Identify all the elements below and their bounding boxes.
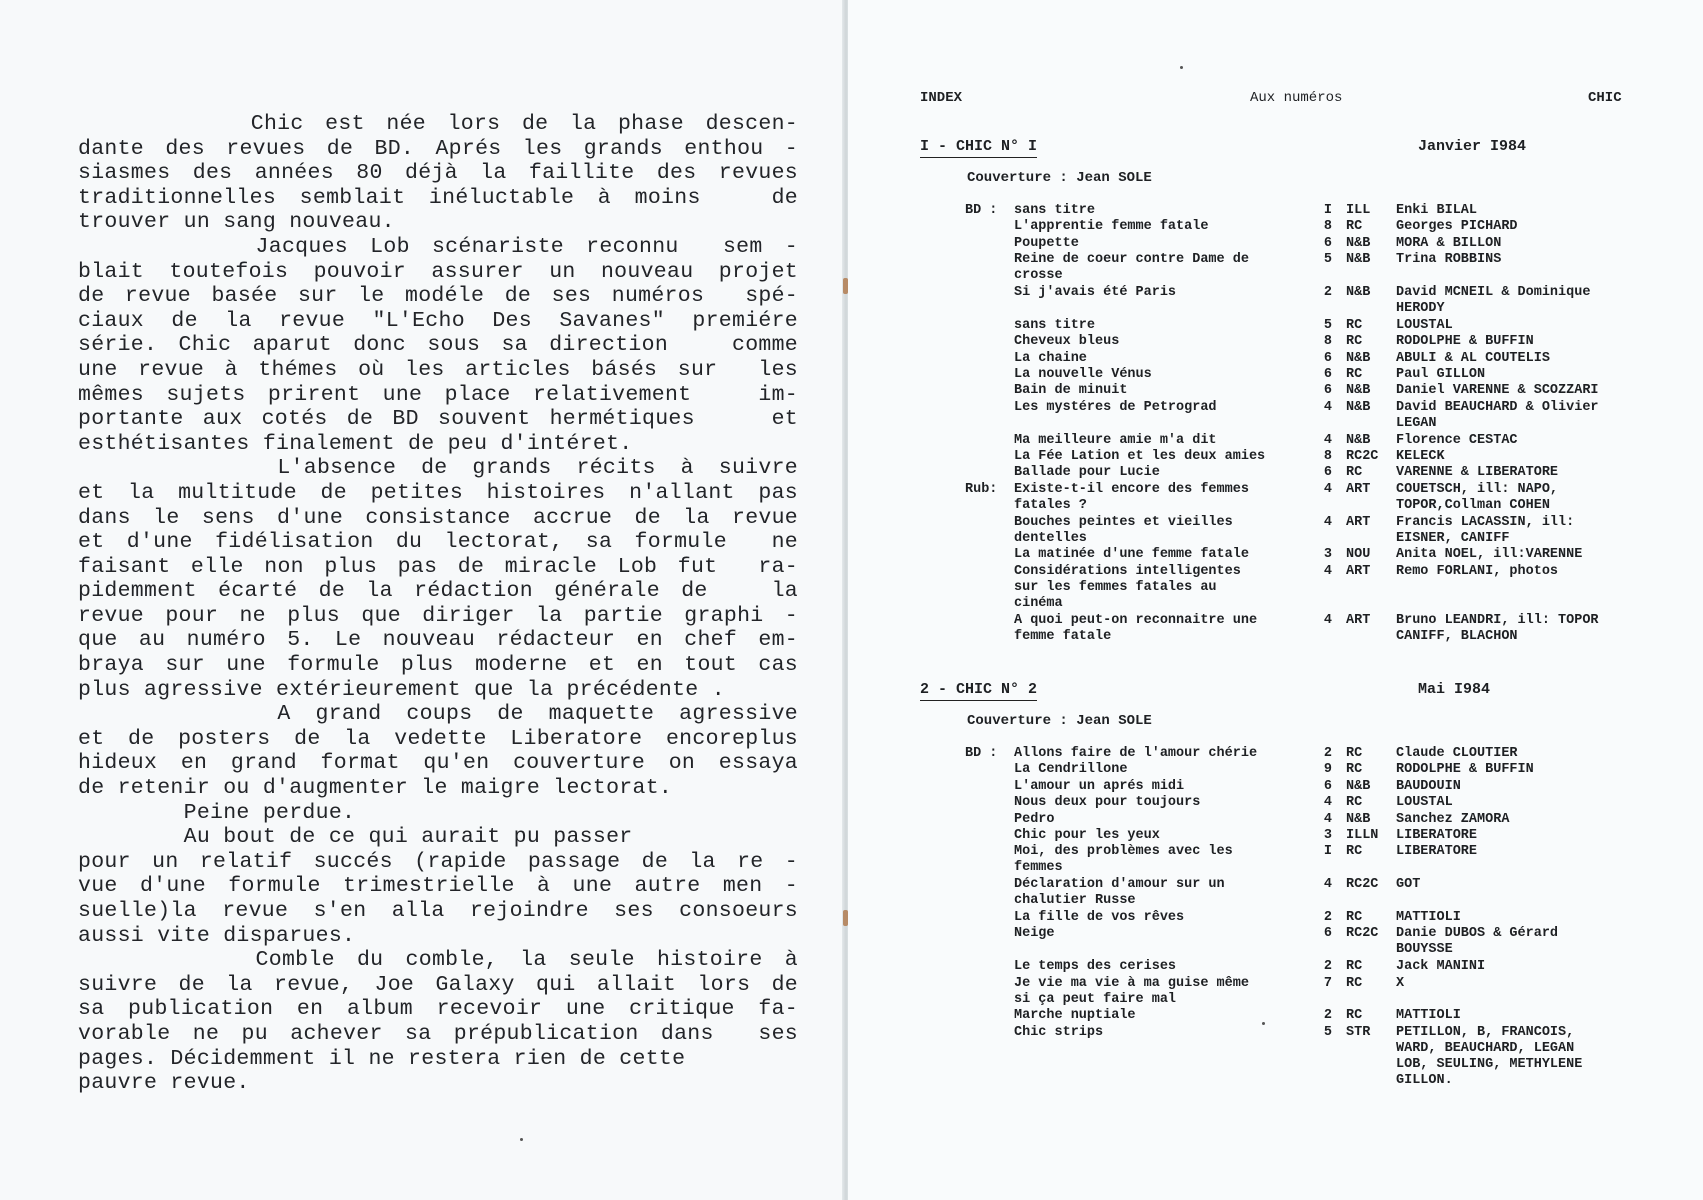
index-row (918, 910, 1658, 926)
essay-text (78, 112, 798, 1096)
left-page (0, 0, 845, 1200)
essay-line: série. Chic aparut donc sous sa direction comme (78, 333, 798, 358)
format-code: ART (1346, 514, 1371, 530)
index-row (918, 795, 1658, 811)
page-count: 8 (1323, 449, 1332, 464)
essay-line: faisant elle non plus pas de miracle Lob fut ra- (78, 554, 798, 579)
page-count: 6 (1323, 778, 1332, 794)
essay-line: pages. Décidemment il ne restera rien de cette (78, 1046, 686, 1071)
issue-title: I - CHIC N° I (920, 138, 1037, 158)
paper-speck (520, 1138, 523, 1141)
page-count: 7 (1323, 975, 1332, 991)
format-code: NOU (1346, 547, 1371, 563)
author-credit: Paul GILLON (1396, 367, 1486, 382)
author-credit: David MCNEIL & Dominique HERODY (1396, 285, 1591, 316)
essay-line: de retenir ou d'augmenter le maigre lectorat. (78, 776, 673, 801)
index-row (918, 844, 1658, 876)
index-row (918, 1024, 1658, 1088)
author-credit: Bruno LEANDRI, ill: TOPOR CANIFF, BLACHON (1396, 613, 1599, 644)
author-credit: MATTIOLI (1396, 910, 1461, 925)
essay-line: portante aux cotés de BD souvent hermétiques et (78, 407, 798, 432)
page-count: 4 (1323, 514, 1332, 530)
page-count: 2 (1323, 959, 1332, 975)
index-row (918, 285, 1658, 316)
story-title: La chaine (1014, 350, 1087, 366)
essay-line: suelle)la revue s'en alla rejoindre ses consoeurs (78, 899, 798, 923)
format-code: RC (1346, 317, 1363, 333)
section-label: Rub: (965, 481, 998, 497)
story-title: Reine de coeur contre Dame de crosse (1014, 252, 1249, 284)
index-row (918, 1008, 1658, 1024)
format-code: RC (1346, 219, 1363, 235)
author-credit: Enki BILAL (1396, 203, 1478, 218)
index-row (918, 367, 1658, 383)
essay-line: siasmes des années 80 déjà la faillite des revues (78, 161, 798, 186)
section-label: BD : (965, 203, 998, 218)
format-code: N&B (1346, 285, 1371, 300)
index-row (918, 203, 1658, 219)
index-row (918, 219, 1658, 235)
author-credit: GOT (1396, 877, 1421, 893)
story-title: Moi, des problèmes avec les femmes (1014, 844, 1233, 876)
index-header-left: INDEX (920, 90, 963, 106)
story-title: Allons faire de l'amour chérie (1014, 746, 1258, 761)
format-code: ART (1346, 563, 1371, 579)
format-code: RC2C (1346, 926, 1379, 942)
index-row (918, 926, 1658, 958)
page-count: 4 (1323, 432, 1332, 448)
index-row (918, 975, 1658, 1007)
index-row (918, 877, 1658, 909)
issue-date: Mai I984 (1418, 681, 1491, 698)
author-credit: MATTIOLI (1396, 1008, 1461, 1024)
essay-line: et de posters de la vedette Liberatore encoreplus (78, 726, 798, 751)
index-row (918, 514, 1658, 546)
story-title: Chic strips (1014, 1024, 1104, 1040)
story-title: Cheveux bleus (1014, 334, 1120, 350)
story-title: La fille de vos rêves (1014, 910, 1185, 925)
author-credit: LIBERATORE (1396, 828, 1478, 843)
author-credit: RODOLPHE & BUFFIN (1396, 762, 1534, 778)
author-credit: MORA & BILLON (1396, 235, 1502, 251)
author-credit: Remo FORLANI, photos (1396, 563, 1559, 579)
format-code: N&B (1346, 235, 1371, 251)
story-title: La nouvelle Vénus (1014, 367, 1152, 382)
page-count: 4 (1323, 481, 1332, 497)
index-row (918, 762, 1658, 778)
page-count: 6 (1323, 235, 1332, 251)
essay-line: esthétisantes finalement de peu d'intéret. (78, 431, 633, 456)
section-label: BD : (965, 746, 998, 761)
page-count: 4 (1323, 811, 1332, 827)
format-code: RC2C (1346, 449, 1379, 464)
page-count: 8 (1323, 334, 1332, 350)
essay-line: pour un relatif succés (rapide passage de la re - (78, 849, 798, 874)
index-row (918, 613, 1658, 644)
page-count: 6 (1323, 367, 1332, 382)
format-code: N&B (1346, 350, 1371, 366)
essay-line: pauvre revue. (78, 1071, 250, 1096)
format-code: N&B (1346, 383, 1371, 399)
essay-line: pidemment écarté de la rédaction générale de la (78, 579, 798, 604)
essay-line: trouver un sang nouveau. (78, 210, 395, 235)
index-row (918, 828, 1658, 844)
story-title: A quoi peut-on reconnaitre une femme fatale (1014, 613, 1258, 644)
page-count: I (1323, 844, 1332, 860)
format-code: RC (1346, 844, 1363, 860)
format-code: RC (1346, 975, 1363, 991)
index-row (918, 779, 1658, 795)
index-row (918, 433, 1658, 449)
author-credit: Claude CLOUTIER (1396, 746, 1518, 761)
format-code: ART (1346, 613, 1371, 628)
format-code: N&B (1346, 252, 1371, 268)
format-code: N&B (1346, 399, 1371, 415)
author-credit: Georges PICHARD (1396, 219, 1518, 235)
paper-speck (1180, 66, 1183, 69)
cover-credit: Couverture : Jean SOLE (967, 713, 1152, 729)
page-count: 9 (1323, 762, 1332, 778)
essay-line: Chic est née lors de la phase descen- (78, 112, 798, 136)
page-count: 6 (1323, 383, 1332, 399)
author-credit: LOUSTAL (1396, 317, 1453, 333)
author-credit: VARENNE & LIBERATORE (1396, 465, 1559, 481)
essay-line: A grand coups de maquette agressive (78, 702, 798, 727)
page-count: 6 (1323, 465, 1332, 481)
author-credit: Danie DUBOS & Gérard BOUYSSE (1396, 926, 1559, 958)
index-row (918, 746, 1658, 762)
author-credit: X (1396, 975, 1405, 991)
format-code: RC (1346, 910, 1363, 925)
index-row (918, 351, 1658, 367)
story-title: Considérations intelligentes sur les femmes fatales au cinéma (1014, 563, 1241, 611)
essay-line: hideux en grand format qu'en couverture on essaya (78, 751, 798, 776)
essay-line: braya sur une formule plus moderne et en tout cas (78, 653, 798, 678)
author-credit: PETILLON, B, FRANCOIS, WARD, BEAUCHARD, LEGAN LOB, SEULING, METHYLENE GILLON. (1396, 1024, 1583, 1088)
essay-line: traditionnelles semblait inéluctable à moins de (78, 185, 798, 210)
index-row (918, 449, 1658, 465)
format-code: RC (1346, 1008, 1363, 1024)
index-row (918, 812, 1658, 828)
page-count: 4 (1323, 613, 1332, 628)
format-code: RC2C (1346, 877, 1379, 893)
page-count: 8 (1323, 219, 1332, 235)
essay-line: suivre de la revue, Joe Galaxy qui allait lors de (78, 972, 798, 997)
essay-line: blait toutefois pouvoir assurer un nouveau projet (78, 259, 798, 284)
story-title: Déclaration d'amour sur un chalutier Russe (1014, 877, 1225, 909)
page-count: 2 (1323, 285, 1332, 300)
essay-line: Au bout de ce qui aurait pu passer (78, 825, 633, 850)
issue-title: 2 - CHIC N° 2 (920, 681, 1037, 701)
index-row (918, 236, 1658, 252)
story-title: La Cendrillone (1014, 762, 1128, 778)
format-code: N&B (1346, 811, 1371, 827)
author-credit: LOUSTAL (1396, 795, 1453, 811)
essay-line: ciaux de la revue "L'Echo Des Savanes" premiére (78, 308, 798, 333)
page-count: 3 (1323, 828, 1332, 843)
story-title: Je vie ma vie à ma guise même si ça peut faire mal (1014, 975, 1249, 1007)
format-code: STR (1346, 1024, 1371, 1040)
story-title: Si j'avais été Paris (1014, 285, 1177, 300)
essay-line: revue pour ne plus que diriger la partie graphi - (78, 603, 798, 628)
index-row (918, 481, 1658, 513)
index-row (918, 959, 1658, 975)
story-title: Chic pour les yeux (1014, 828, 1160, 843)
author-credit: Sanchez ZAMORA (1396, 811, 1510, 827)
essay-line: et la multitude de petites histoires n'allant pas (78, 480, 798, 505)
author-credit: LIBERATORE (1396, 844, 1478, 860)
essay-line: Comble du comble, la seule histoire à (78, 948, 798, 973)
page-count: 5 (1323, 1024, 1332, 1040)
story-title: Bain de minuit (1014, 383, 1128, 399)
story-title: sans titre (1014, 203, 1096, 218)
essay-line: que au numéro 5. Le nouveau rédacteur en chef em- (78, 628, 798, 653)
page-count: 4 (1323, 795, 1332, 811)
essay-line: sa publication en album recevoir une critique fa- (78, 997, 798, 1022)
index-row (918, 252, 1658, 284)
format-code: ART (1346, 481, 1371, 497)
essay-line: L'absence de grands récits à suivre (78, 456, 798, 481)
essay-line: aussi vite disparues. (78, 923, 356, 948)
page-count: 6 (1323, 350, 1332, 366)
index-row (918, 318, 1658, 334)
author-credit: David BEAUCHARD & Olivier LEGAN (1396, 399, 1599, 431)
index-row (918, 334, 1658, 350)
format-code: ILLN (1346, 828, 1379, 843)
story-title: Marche nuptiale (1014, 1008, 1136, 1024)
story-title: L'apprentie femme fatale (1014, 219, 1209, 235)
essay-line: de revue basée sur le modéle de ses numéros spé- (78, 284, 798, 309)
page-count: 2 (1323, 910, 1332, 925)
story-title: La matinée d'une femme fatale (1014, 547, 1249, 563)
page-count: 5 (1323, 317, 1332, 333)
index-row (918, 547, 1658, 563)
format-code: RC (1346, 465, 1363, 481)
format-code: RC (1346, 367, 1363, 382)
format-code: RC (1346, 746, 1363, 761)
index-row (918, 383, 1658, 399)
format-code: RC (1346, 762, 1363, 778)
essay-line: et d'une fidélisation du lectorat, sa formule ne (78, 530, 798, 555)
page-count: 2 (1323, 746, 1332, 761)
essay-line: dante des revues de BD. Aprés les grands enthou - (78, 136, 798, 161)
author-credit: Florence CESTAC (1396, 432, 1518, 448)
author-credit: Daniel VARENNE & SCOZZARI (1396, 383, 1599, 399)
story-title: Le temps des cerises (1014, 959, 1177, 975)
essay-line: dans le sens d'une consistance accrue de la revue (78, 505, 798, 530)
index-row (918, 563, 1658, 611)
story-title: Les mystéres de Petrograd (1014, 399, 1217, 415)
format-code: RC (1346, 795, 1363, 811)
story-title: La Fée Lation et les deux amies (1014, 449, 1266, 464)
index-header-center: Aux numéros (1250, 90, 1343, 106)
page-count: 4 (1323, 563, 1332, 579)
author-credit: Jack MANINI (1396, 959, 1486, 975)
story-title: Poupette (1014, 235, 1079, 251)
page-count: 5 (1323, 252, 1332, 268)
author-credit: Trina ROBBINS (1396, 252, 1502, 268)
page-count: I (1323, 203, 1332, 218)
story-title: Ballade pour Lucie (1014, 465, 1160, 481)
essay-line: une revue à thémes où les articles básés sur les (78, 357, 798, 382)
essay-line: vorable ne pu achever sa prépublication dans ses (78, 1021, 798, 1046)
story-title: L'amour un aprés midi (1014, 778, 1185, 794)
author-credit: KELECK (1396, 449, 1445, 464)
index-header-right: CHIC (1588, 90, 1622, 106)
author-credit: Francis LACASSIN, ill: EISNER, CANIFF (1396, 514, 1575, 546)
story-title: Ma meilleure amie m'a dit (1014, 432, 1217, 448)
page-count: 4 (1323, 877, 1332, 893)
essay-line: Peine perdue. (78, 800, 356, 825)
essay-line: Jacques Lob scénariste reconnu sem - (78, 234, 798, 259)
essay-line: mêmes sujets prirent une place relativement im- (78, 382, 798, 407)
page-count: 2 (1323, 1008, 1332, 1024)
format-code: RC (1346, 334, 1363, 350)
format-code: RC (1346, 959, 1363, 975)
author-credit: Anita NOEL, ill:VARENNE (1396, 547, 1583, 563)
story-title: sans titre (1014, 317, 1096, 333)
story-title: Existe-t-il encore des femmes fatales ? (1014, 481, 1249, 513)
page-count: 4 (1323, 399, 1332, 415)
story-title: Pedro (1014, 811, 1055, 827)
story-title: Nous deux pour toujours (1014, 795, 1201, 811)
author-credit: ABULI & AL COUTELIS (1396, 350, 1550, 366)
page-count: 3 (1323, 547, 1332, 563)
format-code: ILL (1346, 203, 1371, 218)
format-code: N&B (1346, 432, 1371, 448)
essay-line: plus agressive extérieurement que la précédente . (78, 677, 725, 702)
story-title: Neige (1014, 926, 1055, 942)
author-credit: COUETSCH, ill: NAPO, TOPOR,Collman COHEN (1396, 481, 1559, 513)
paper-speck (1262, 1022, 1265, 1025)
issue-date: Janvier I984 (1418, 138, 1527, 155)
author-credit: RODOLPHE & BUFFIN (1396, 334, 1534, 350)
essay-line: vue d'une formule trimestrielle à une autre men - (78, 874, 798, 899)
story-title: Bouches peintes et vieilles dentelles (1014, 514, 1233, 546)
page-count: 6 (1323, 926, 1332, 942)
cover-credit: Couverture : Jean SOLE (967, 170, 1152, 186)
index-row (918, 465, 1658, 481)
author-credit: BAUDOUIN (1396, 778, 1461, 794)
format-code: N&B (1346, 778, 1371, 794)
index-row (918, 399, 1658, 431)
